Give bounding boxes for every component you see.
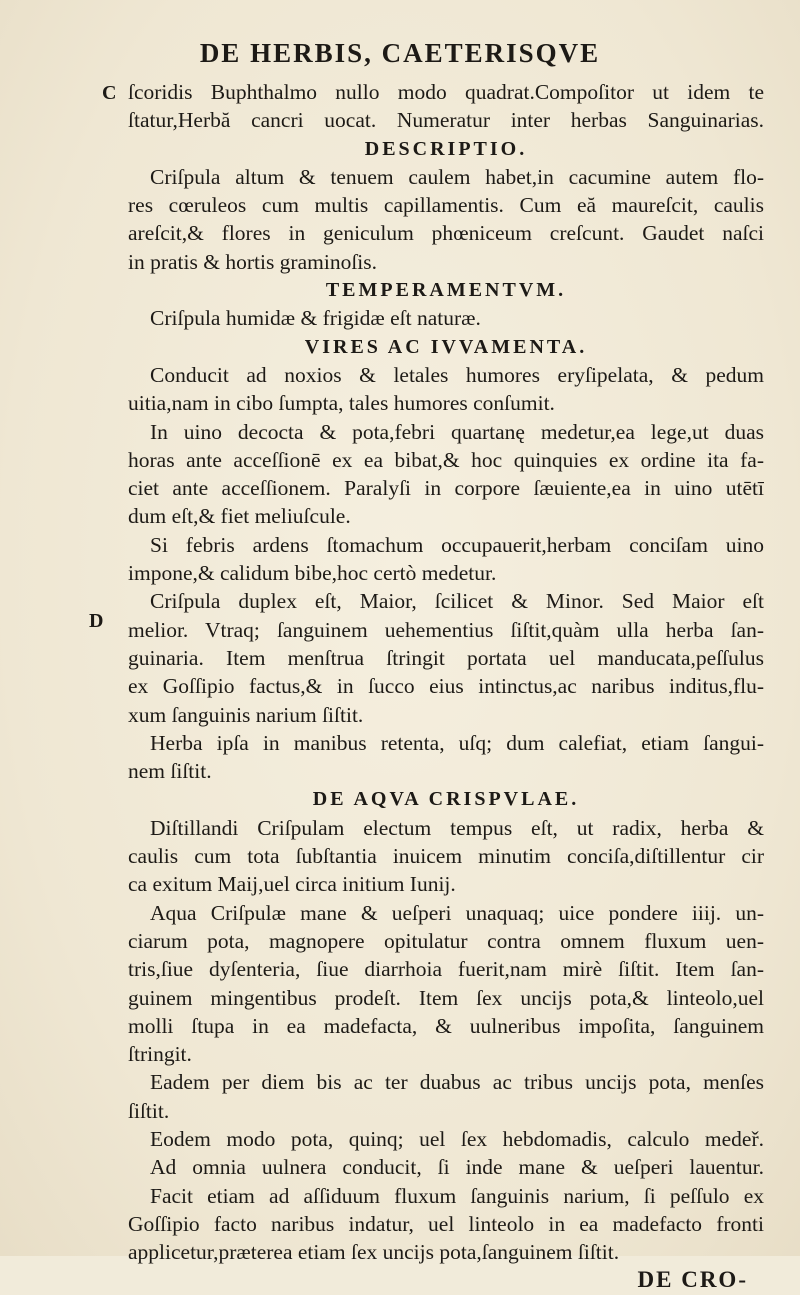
section-heading: DE AQVA CRISPVLAE. [312,788,580,811]
text-line: impone,& calidum bibe,hoc certò medetur. [128,561,497,586]
text-line: ſiſtit. [128,1098,170,1123]
text-line: Eodem modo pota, quinq; uel ſex hebdomadis, calculo medeř. [150,1126,764,1151]
text-line: ciet ante acceſſionem. Paralyſi in corpore ſæuiente,ea in uino utētī [128,476,764,501]
text-line: xum ſanguinis narium ſiſtit. [128,702,364,727]
text-line: Herba ipſa in manibus retenta, uſq; dum calefiat, etiam ſangui- [150,730,764,755]
text-line: Diſtillandi Criſpulam electum tempus eſt, ut radix, herba & [150,815,764,840]
text-line: in pratis & hortis graminoſis. [128,249,378,274]
text-line: applicetur,præterea etiam ſex uncijs pota,ſanguinem ſiſtit. [128,1240,620,1265]
text-line: ex Goſſipio factus,& in ſucco eius intinctus,ac naribus inditus,flu- [128,674,764,699]
text-line: horas ante acceſſionē ex ea bibat,& hoc quinquies ex ordine ita fa- [128,447,764,472]
section-heading: DESCRIPTIO. [364,137,528,160]
text-line: molli ſtupa in ea madefacta, & uulneribus impoſita, ſanguinem [128,1013,764,1038]
text-line: guinaria. Item menſtrua ſtringit portata uel manducata,peſſulus [128,645,764,670]
text-line: Aqua Criſpulæ mane & ueſperi unaquaq; uice pondere iiij. un- [150,900,764,925]
text-line: Si febris ardens ſtomachum occupauerit,herbam conciſam uino [150,532,764,557]
text-line: melior. Vtraq; ſanguinem uehementius ſiſtit,quàm ulla herba ſan- [128,617,764,642]
text-line: ſcoridis Buphthalmo nullo modo quadrat.Compoſitor ut idem te [128,80,764,104]
text-line: areſcit,& flores in geniculum phœniceum creſcunt. Gaudet naſci [128,221,764,246]
text-line: Goſſipio facto naribus indatur, uel linteolo in ea madefacto fronti [128,1211,764,1236]
text-line: tris,ſiue dyſenteria, ſiue diarrhoia fuerit,nam mirè ſiſtit. Item ſan- [128,957,764,982]
section-heading: VIRES AC IVVAMENTA. [304,335,588,358]
text-line: caulis cum tota ſubſtantia inuicem minutim conciſa,diſtillentur cir [128,844,764,869]
text-line: ſtatur,Herbă cancri uocat. Numeratur inter herbas Sanguinarias. [128,108,764,133]
text-line: ca exitum Maij,uel circa initium Iunij. [128,872,456,897]
running-head: DE HERBIS, CAETERISQVE [199,38,601,68]
text-line: uitia,nam in cibo ſumpta, tales humores conſumit. [128,391,555,416]
text-line: Conducit ad noxios & letales humores eryſipelata, & pedum [150,362,764,387]
text-line: In uino decocta & pota,febri quartanę medetur,ea lege,ut duas [150,419,764,444]
text-line: Eadem per diem bis ac ter duabus ac tribus uncijs pota, menſes [150,1070,764,1095]
text-line: dum eſt,& fiet meliuſcule. [128,504,351,529]
text-line: Ad omnia uulnera conducit, ſi inde mane & ueſperi lauentur. [150,1155,764,1180]
text-line: ſtringit. [128,1042,192,1067]
section-heading: TEMPERAMENTVM. [325,279,567,302]
text-line: ciarum pota, magnopere opitulatur contra omnem fluxum uen- [128,928,764,953]
text-line: Criſpula altum & tenuem caulem habet,in cacumine autem flo- [150,164,764,189]
text-line: res cœruleos cum multis capillamentis. Cum eă maureſcit, caulis [128,193,764,218]
text-line: Criſpula duplex eſt, Maior, ſcilicet & Minor. Sed Maior eſt [150,589,764,614]
text-line: guinem mingentibus prodeſt. Item ſex uncijs pota,& linteolo,uel [128,985,764,1010]
catchword: DE CRO- [637,1267,748,1293]
text-line: nem ſiſtit. [128,759,212,784]
body-text [128,78,764,1295]
text-line: Facit etiam ad aſſiduum fluxum ſanguinis narium, ſi peſſulo ex [150,1183,764,1208]
margin-letter-c: C [102,82,117,104]
text-line: Criſpula humidæ & frigidæ eſt naturæ. [150,306,481,331]
margin-letter-d: D [89,610,104,632]
